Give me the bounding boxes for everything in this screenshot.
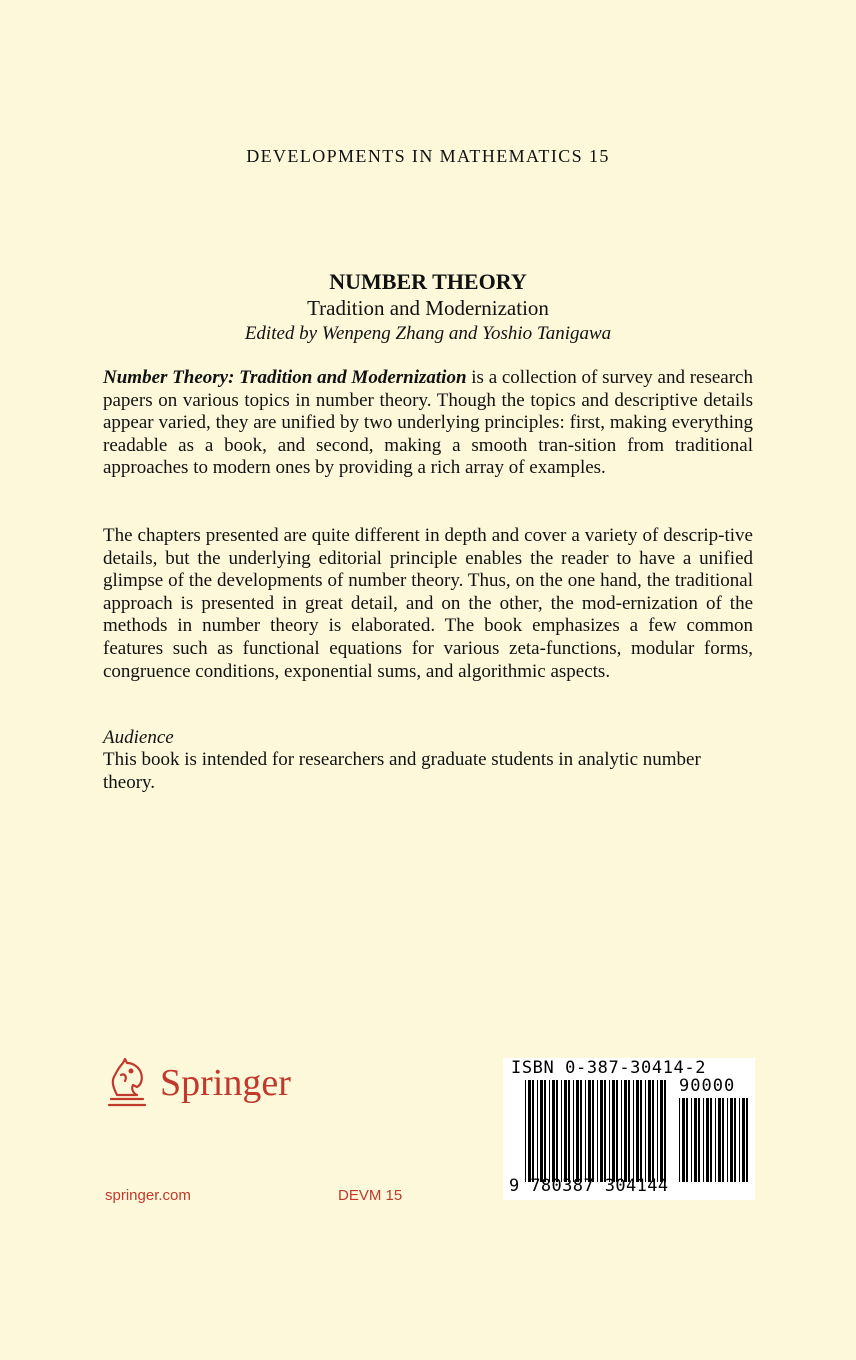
barcode-bar [540,1080,543,1182]
price-code: 90000 [679,1076,736,1096]
springer-website-link[interactable]: springer.com [105,1187,191,1204]
barcode-bar [580,1080,582,1182]
barcode-bar [730,1098,733,1182]
series-heading: DEVELOPMENTS IN MATHEMATICS 15 [246,146,610,166]
barcode-bar [621,1080,622,1182]
barcode-bar [525,1080,526,1182]
barcode-bar [640,1080,642,1182]
barcode-bar [710,1098,712,1182]
audience-text: This book is intended for researchers and graduate students in analytic number theory. [103,749,701,793]
barcode-bar [694,1098,697,1182]
barcode-bar [698,1098,700,1182]
barcode-bar [679,1098,680,1182]
barcode-bar [573,1080,574,1182]
book-title: NUMBER THEORY [329,269,527,294]
barcode-bar [652,1080,654,1182]
barcode-bar [645,1080,646,1182]
barcode-bar [597,1080,598,1182]
barcode-bar [682,1098,685,1182]
barcode-bar [624,1080,627,1182]
springer-logo [103,1055,323,1111]
barcode-bar [556,1080,558,1182]
barcode-bar [686,1098,688,1182]
barcode-bar [746,1098,748,1182]
barcode-bar [576,1080,579,1182]
book-subtitle: Tradition and Modernization [307,296,549,320]
ean-digits: 9 780387 304144 [509,1176,669,1196]
barcode-bar [585,1080,586,1182]
springer-wordmark: Springer [160,1062,291,1104]
barcode-bar [633,1080,634,1182]
isbn-number: ISBN 0-387-30414-2 [511,1058,707,1078]
barcode-bar [703,1098,704,1182]
barcode-bar [604,1080,606,1182]
barcode-bar [549,1080,550,1182]
barcode-bar [588,1080,591,1182]
barcode-bar [609,1080,610,1182]
barcode-bar [739,1098,740,1182]
audience-heading: Audience [103,727,174,748]
barcode-bar [718,1098,721,1182]
barcode-bar [628,1080,630,1182]
barcode-bar [660,1080,663,1182]
knight-chess-piece-icon [103,1055,151,1111]
series-code: DEVM 15 [338,1187,403,1204]
isbn-barcode [503,1058,755,1200]
barcode-bar [742,1098,745,1182]
barcode-bar [568,1080,570,1182]
barcode-bar [561,1080,562,1182]
blurb-paragraph-1 [103,367,753,480]
barcode-bar [616,1080,618,1182]
barcode-bar [592,1080,594,1182]
blurb-paragraph-2: The chapters presented are quite different in depth and cover a variety of descrip-tive details, but the underlying editorial principle enables the reader to have a unified glimpse of the developments of number theory. Thus, on the one hand, the traditional approach is presented in great detail, and on the other, the mod-ernization of the methods in number theory is elaborated. The book emphasizes a few common features such as functional equations for various zeta-functions, modular forms, congruence conditions, exponential sums, and algorithmic aspects. [103,525,753,682]
barcode-bar [612,1080,615,1182]
barcode-bar [715,1098,716,1182]
barcode-bar [706,1098,709,1182]
barcode-bar [657,1080,658,1182]
barcode-bar [636,1080,639,1182]
barcode-bar [600,1080,603,1182]
barcode-bar [537,1080,538,1182]
barcode-bar [691,1098,692,1182]
barcode-bar [528,1080,531,1182]
book-editors: Edited by Wenpeng Zhang and Yoshio Tanigawa [244,323,612,344]
barcode-bar [734,1098,736,1182]
barcode-bar [532,1080,534,1182]
barcode-bar [664,1080,666,1182]
barcode-bar [727,1098,728,1182]
blurb-book-title: Number Theory: Tradition and Modernization [103,367,467,388]
barcode-bar [722,1098,724,1182]
barcode-bar [552,1080,555,1182]
barcode-bar [564,1080,567,1182]
blurb-paragraph-1-text: is a collection of survey and research papers on various topics in number theory. Though the topics and descriptive details appear varied, they are unified by two underlying principles: first, making everything readable as a book, and second, making a smooth tran-sition from traditional approaches to modern ones by providing a rich array of examples. [103,367,753,479]
barcode-bar [648,1080,651,1182]
barcode-bar [544,1080,546,1182]
